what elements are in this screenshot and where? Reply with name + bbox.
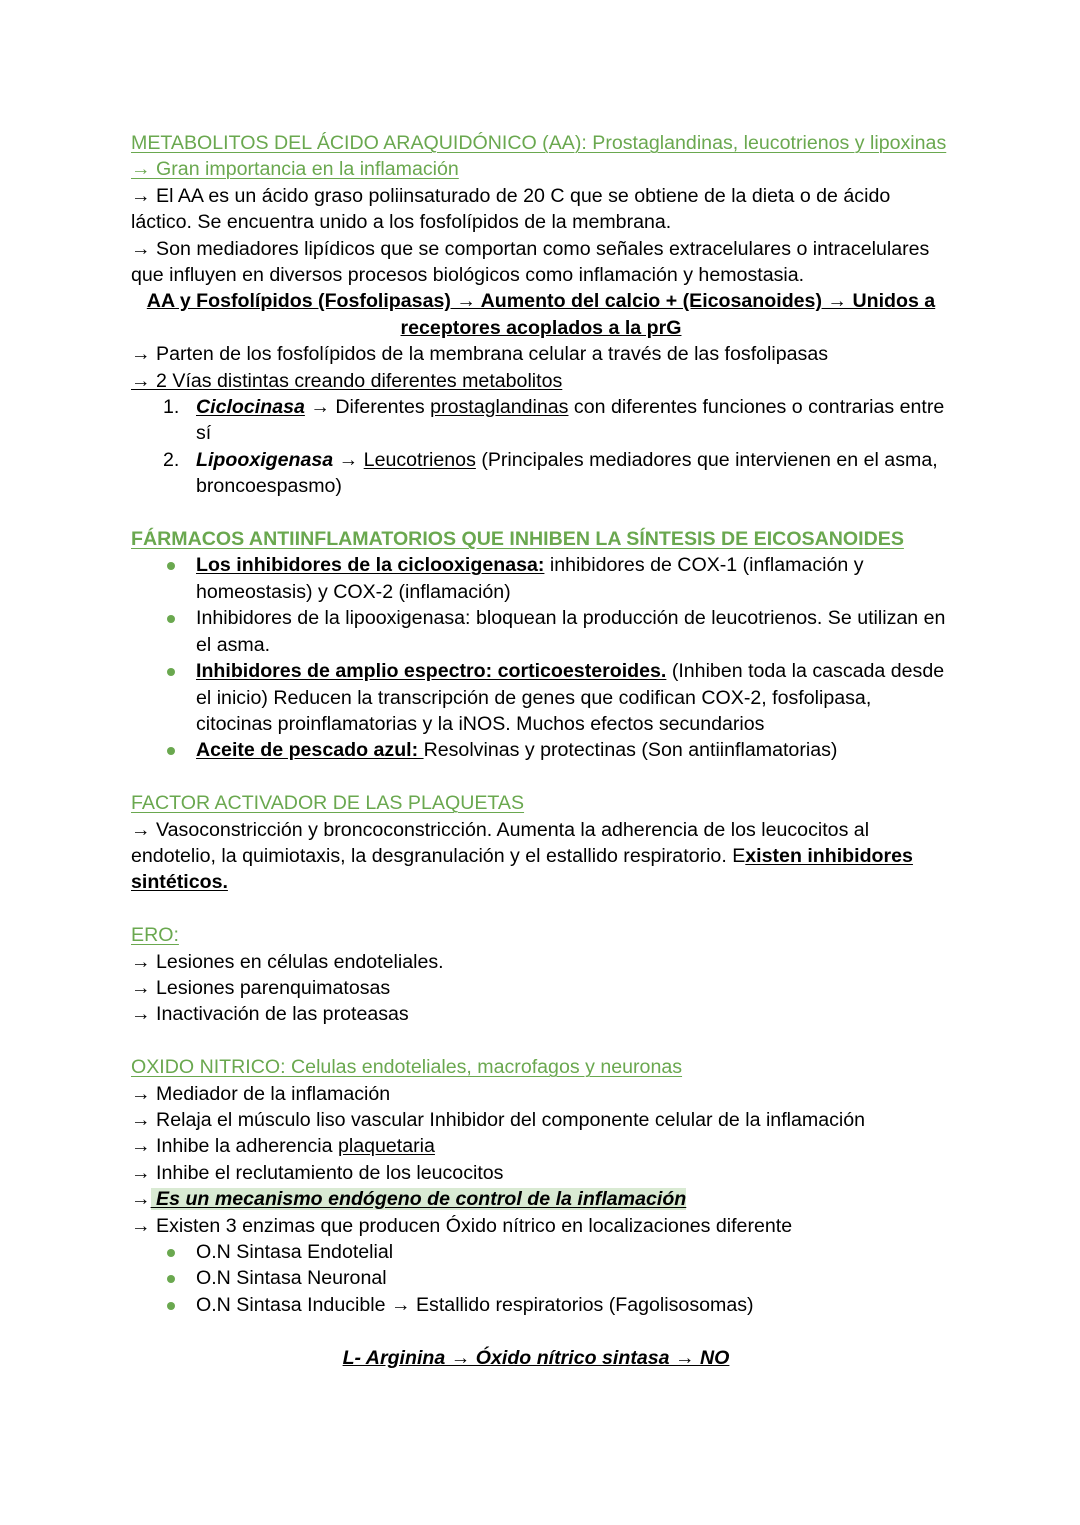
section-title-farmacos: FÁRMACOS ANTIINFLAMATORIOS QUE INHIBEN LA SÍNTESIS DE EICOSANOIDES [131, 528, 904, 551]
list-item [131, 658, 951, 737]
list-text: O.N Sintasa Neuronal [196, 1267, 387, 1290]
list-term: Inhibidores de amplio espectro: corticoesteroides. [196, 660, 667, 683]
list-number: 2. [163, 448, 180, 471]
paragraph [131, 1186, 951, 1212]
numbered-list [131, 394, 951, 500]
paragraph: → Existen 3 enzimas que producen Óxido nítrico en localizaciones diferente [131, 1214, 793, 1237]
paragraph-text: → Vasoconstricción y broncoconstricción. Aumenta la adherencia de los leucocitos al endotelio, la quimiotaxis, la desgranulación y el estallido respiratorio. E [131, 818, 870, 867]
list-item [131, 737, 951, 763]
paragraph: → El AA es un ácido graso poliinsaturado de 20 C que se obtiene de la dieta o de ácido láctico. Se encuentra unido a los fosfolípidos de la membrana. [131, 184, 891, 234]
paragraph [131, 817, 951, 896]
paragraph: → Inactivación de las proteasas [131, 1003, 409, 1026]
section-title-acido-araquidonico: METABOLITOS DEL ÁCIDO ARAQUIDÓNICO (AA): Prostaglandinas, leucotrienos y lipoxinas → Gran importancia en la inflamación [131, 132, 947, 181]
section-title-oxido-nitrico: OXIDO NITRICO: Celulas endoteliales, macrofagos y neuronas [131, 1056, 683, 1079]
list-text: O.N Sintasa Inducible → Estallido respiratorios (Fagolisosomas) [196, 1293, 754, 1316]
list-number: 1. [163, 396, 180, 419]
list-term: Aceite de pescado azul: [196, 739, 424, 762]
list-text: inhibidores de COX-1 (inflamación y homeostasis) y COX-2 (inflamación) [196, 554, 864, 603]
section-title-ero: ERO: [131, 924, 179, 947]
list-text: (Principales mediadores que intervienen en el asma, broncoespasmo) [196, 448, 938, 498]
highlighted-text [151, 1188, 687, 1210]
section-title-factor-activador: FACTOR ACTIVADOR DE LAS PLAQUETAS [131, 792, 525, 815]
list-text: Resolvinas y protectinas (Son antiinflamatorias) [423, 739, 838, 762]
bullet-icon [167, 747, 175, 755]
list-text: con diferentes funciones o contrarias entre sí [196, 396, 945, 445]
list-term: Lipooxigenasa [196, 448, 334, 471]
list-term: Los inhibidores de la ciclooxigenasa: [196, 554, 545, 577]
list-item [131, 394, 951, 447]
bullet-icon [167, 1275, 175, 1283]
paragraph: → Mediador de la inflamación [131, 1082, 391, 1105]
centered-summary [131, 288, 951, 341]
paragraph [131, 1133, 951, 1159]
bullet-icon [167, 562, 175, 570]
paragraph: → Son mediadores lipídicos que se comportan como señales extracelulares o intracelulares que influyen en diversos procesos biológicos como inflamación y hemostasia. [131, 237, 930, 287]
list-item [131, 1265, 951, 1291]
paragraph: → Parten de los fosfolípidos de la membrana celular a través de las fosfolipasas [131, 343, 829, 366]
list-term: Ciclocinasa [196, 396, 305, 419]
bullet-icon [167, 1249, 175, 1257]
list-item [131, 552, 951, 605]
paragraph: → Lesiones parenquimatosas [131, 976, 391, 999]
document-content [131, 130, 951, 1371]
centered-summary-text: AA y Fosfolípidos (Fosfolipasas) → Aumento del calcio + (Eicosanoides) → Unidos a receptores acoplados a la prG [146, 290, 936, 339]
underlined-term: Leucotrienos [363, 448, 476, 471]
list-arrow: → Diferentes [304, 396, 431, 419]
underlined-term: prostaglandinas [430, 396, 569, 419]
paragraph: → Inhibe el reclutamiento de los leucocitos [131, 1161, 504, 1184]
list-text: (Inhiben toda la cascada desde el inicio) Reducen la transcripción de genes que codifican COX-2, fosfolipasa, citocinas proinflamatorias y la iNOS. Muchos efectos secundarios [196, 660, 945, 735]
bullet-icon [167, 1302, 175, 1310]
final-equation: L- Arginina → Óxido nítrico sintasa → NO [342, 1346, 730, 1369]
paragraph: → Relaja el músculo liso vascular Inhibidor del componente celular de la inflamación [131, 1108, 866, 1131]
underlined-term: plaquetaria [337, 1135, 435, 1158]
paragraph [131, 368, 951, 394]
list-item [131, 1239, 951, 1265]
list-item [131, 1292, 951, 1318]
list-item [131, 605, 951, 658]
bold-text: xisten inhibidores sintéticos. [131, 844, 913, 894]
underlined-text: → 2 Vías distintas creando diferentes metabolitos [131, 369, 563, 392]
list-arrow: → [333, 448, 364, 471]
list-text: Inhibidores de la lipooxigenasa: bloquean la producción de leucotrienos. Se utilizan en el asma. [196, 607, 946, 656]
list-text: O.N Sintasa Endotelial [196, 1241, 394, 1263]
highlighted-statement: Es un mecanismo endógeno de control de la inflamación [150, 1188, 687, 1211]
bullet-list [131, 552, 951, 763]
arrow: → [131, 1188, 151, 1211]
list-item [131, 447, 951, 500]
paragraph: → Lesiones en células endoteliales. [131, 950, 444, 973]
paragraph-text: → Inhibe la adherencia [131, 1135, 338, 1158]
bullet-icon [167, 615, 175, 623]
bullet-icon [167, 668, 175, 676]
bullet-list [131, 1239, 951, 1318]
